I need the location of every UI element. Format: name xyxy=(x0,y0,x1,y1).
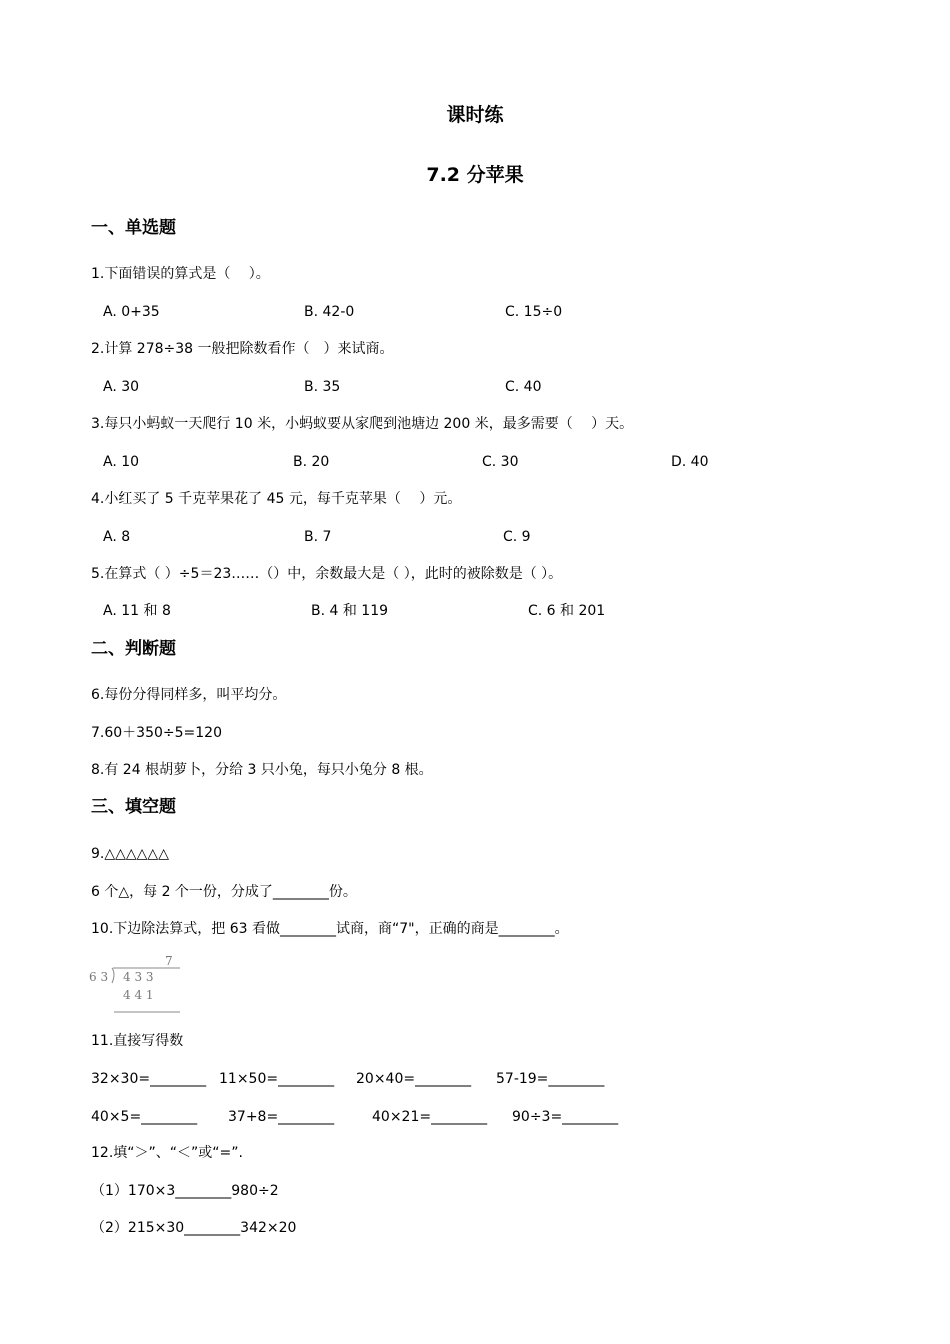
q4-option-a: A. 8 xyxy=(103,529,131,545)
question-11: 11.直接写得数 xyxy=(91,1033,184,1049)
q4-option-b: B. 7 xyxy=(304,529,332,545)
question-10: 10.下边除法算式，把 63 看做________试商，商“7"，正确的商是________。 xyxy=(91,921,569,937)
page-title: 课时练 xyxy=(446,104,504,126)
division-product: 4 4 1 xyxy=(123,988,154,1002)
calc-item: 40×5=________ xyxy=(91,1109,198,1125)
question-9-triangles: 9.△△△△△△ xyxy=(91,846,169,862)
question-8: 8.有 24 根胡萝卜，分给 3 只小兔，每只小兔分 8 根。 xyxy=(91,762,433,778)
section-heading-single-choice: 一、单选题 xyxy=(91,218,176,238)
question-12-part-2: （2）215×30________342×20 xyxy=(91,1220,297,1236)
question-7: 7.60＋350÷5=120 xyxy=(91,725,222,741)
q5-option-b: B. 4 和 119 xyxy=(311,603,389,619)
calc-item: 57-19=________ xyxy=(496,1071,605,1087)
division-dividend: 4 3 3 xyxy=(123,970,154,984)
q2-option-b: B. 35 xyxy=(304,379,341,395)
question-12: 12.填“＞”、“＜”或“=”. xyxy=(91,1145,243,1161)
q4-option-c: C. 9 xyxy=(503,529,531,545)
q5-option-a: A. 11 和 8 xyxy=(103,603,171,619)
q1-option-c: C. 15÷0 xyxy=(505,304,563,320)
question-12-part-1: （1）170×3________980÷2 xyxy=(91,1183,279,1199)
q3-option-d: D. 40 xyxy=(671,454,709,470)
question-2: 2.计算 278÷38 一般把除数看作（ ）来试商。 xyxy=(91,341,394,357)
question-5: 5.在算式（ ）÷5＝23……（）中，余数最大是（ ），此时的被除数是（ ）。 xyxy=(91,566,563,582)
division-bracket xyxy=(112,968,114,983)
calc-item: 40×21=________ xyxy=(372,1109,488,1125)
q2-option-c: C. 40 xyxy=(505,379,542,395)
question-6: 6.每份分得同样多，叫平均分。 xyxy=(91,687,287,703)
question-1: 1.下面错误的算式是（ ）。 xyxy=(91,266,270,282)
long-division-figure xyxy=(88,952,183,1016)
calc-item: 90÷3=________ xyxy=(512,1109,619,1125)
section-heading-true-false: 二、判断题 xyxy=(91,639,176,659)
division-divisor: 6 3 xyxy=(89,970,109,984)
q1-option-a: A. 0+35 xyxy=(103,304,160,320)
section-heading-fill-blank: 三、填空题 xyxy=(91,797,176,817)
q3-option-b: B. 20 xyxy=(293,454,330,470)
lesson-subtitle: 7.2 分苹果 xyxy=(426,164,524,186)
question-9: 6 个△，每 2 个一份，分成了________份。 xyxy=(91,884,357,900)
division-quotient: 7 xyxy=(165,954,173,968)
question-3: 3.每只小蚂蚁一天爬行 10 米，小蚂蚁要从家爬到池塘边 200 米，最多需要（ ）天。 xyxy=(91,416,634,432)
calc-item: 32×30=________ xyxy=(91,1071,207,1087)
q3-option-c: C. 30 xyxy=(482,454,519,470)
question-4: 4.小红买了 5 千克苹果花了 45 元，每千克苹果（ ）元。 xyxy=(91,491,462,507)
calc-item: 20×40=________ xyxy=(356,1071,472,1087)
q3-option-a: A. 10 xyxy=(103,454,140,470)
calc-item: 37+8=________ xyxy=(228,1109,335,1125)
calc-item: 11×50=________ xyxy=(219,1071,335,1087)
q2-option-a: A. 30 xyxy=(103,379,140,395)
q5-option-c: C. 6 和 201 xyxy=(528,603,606,619)
q1-option-b: B. 42-0 xyxy=(304,304,355,320)
